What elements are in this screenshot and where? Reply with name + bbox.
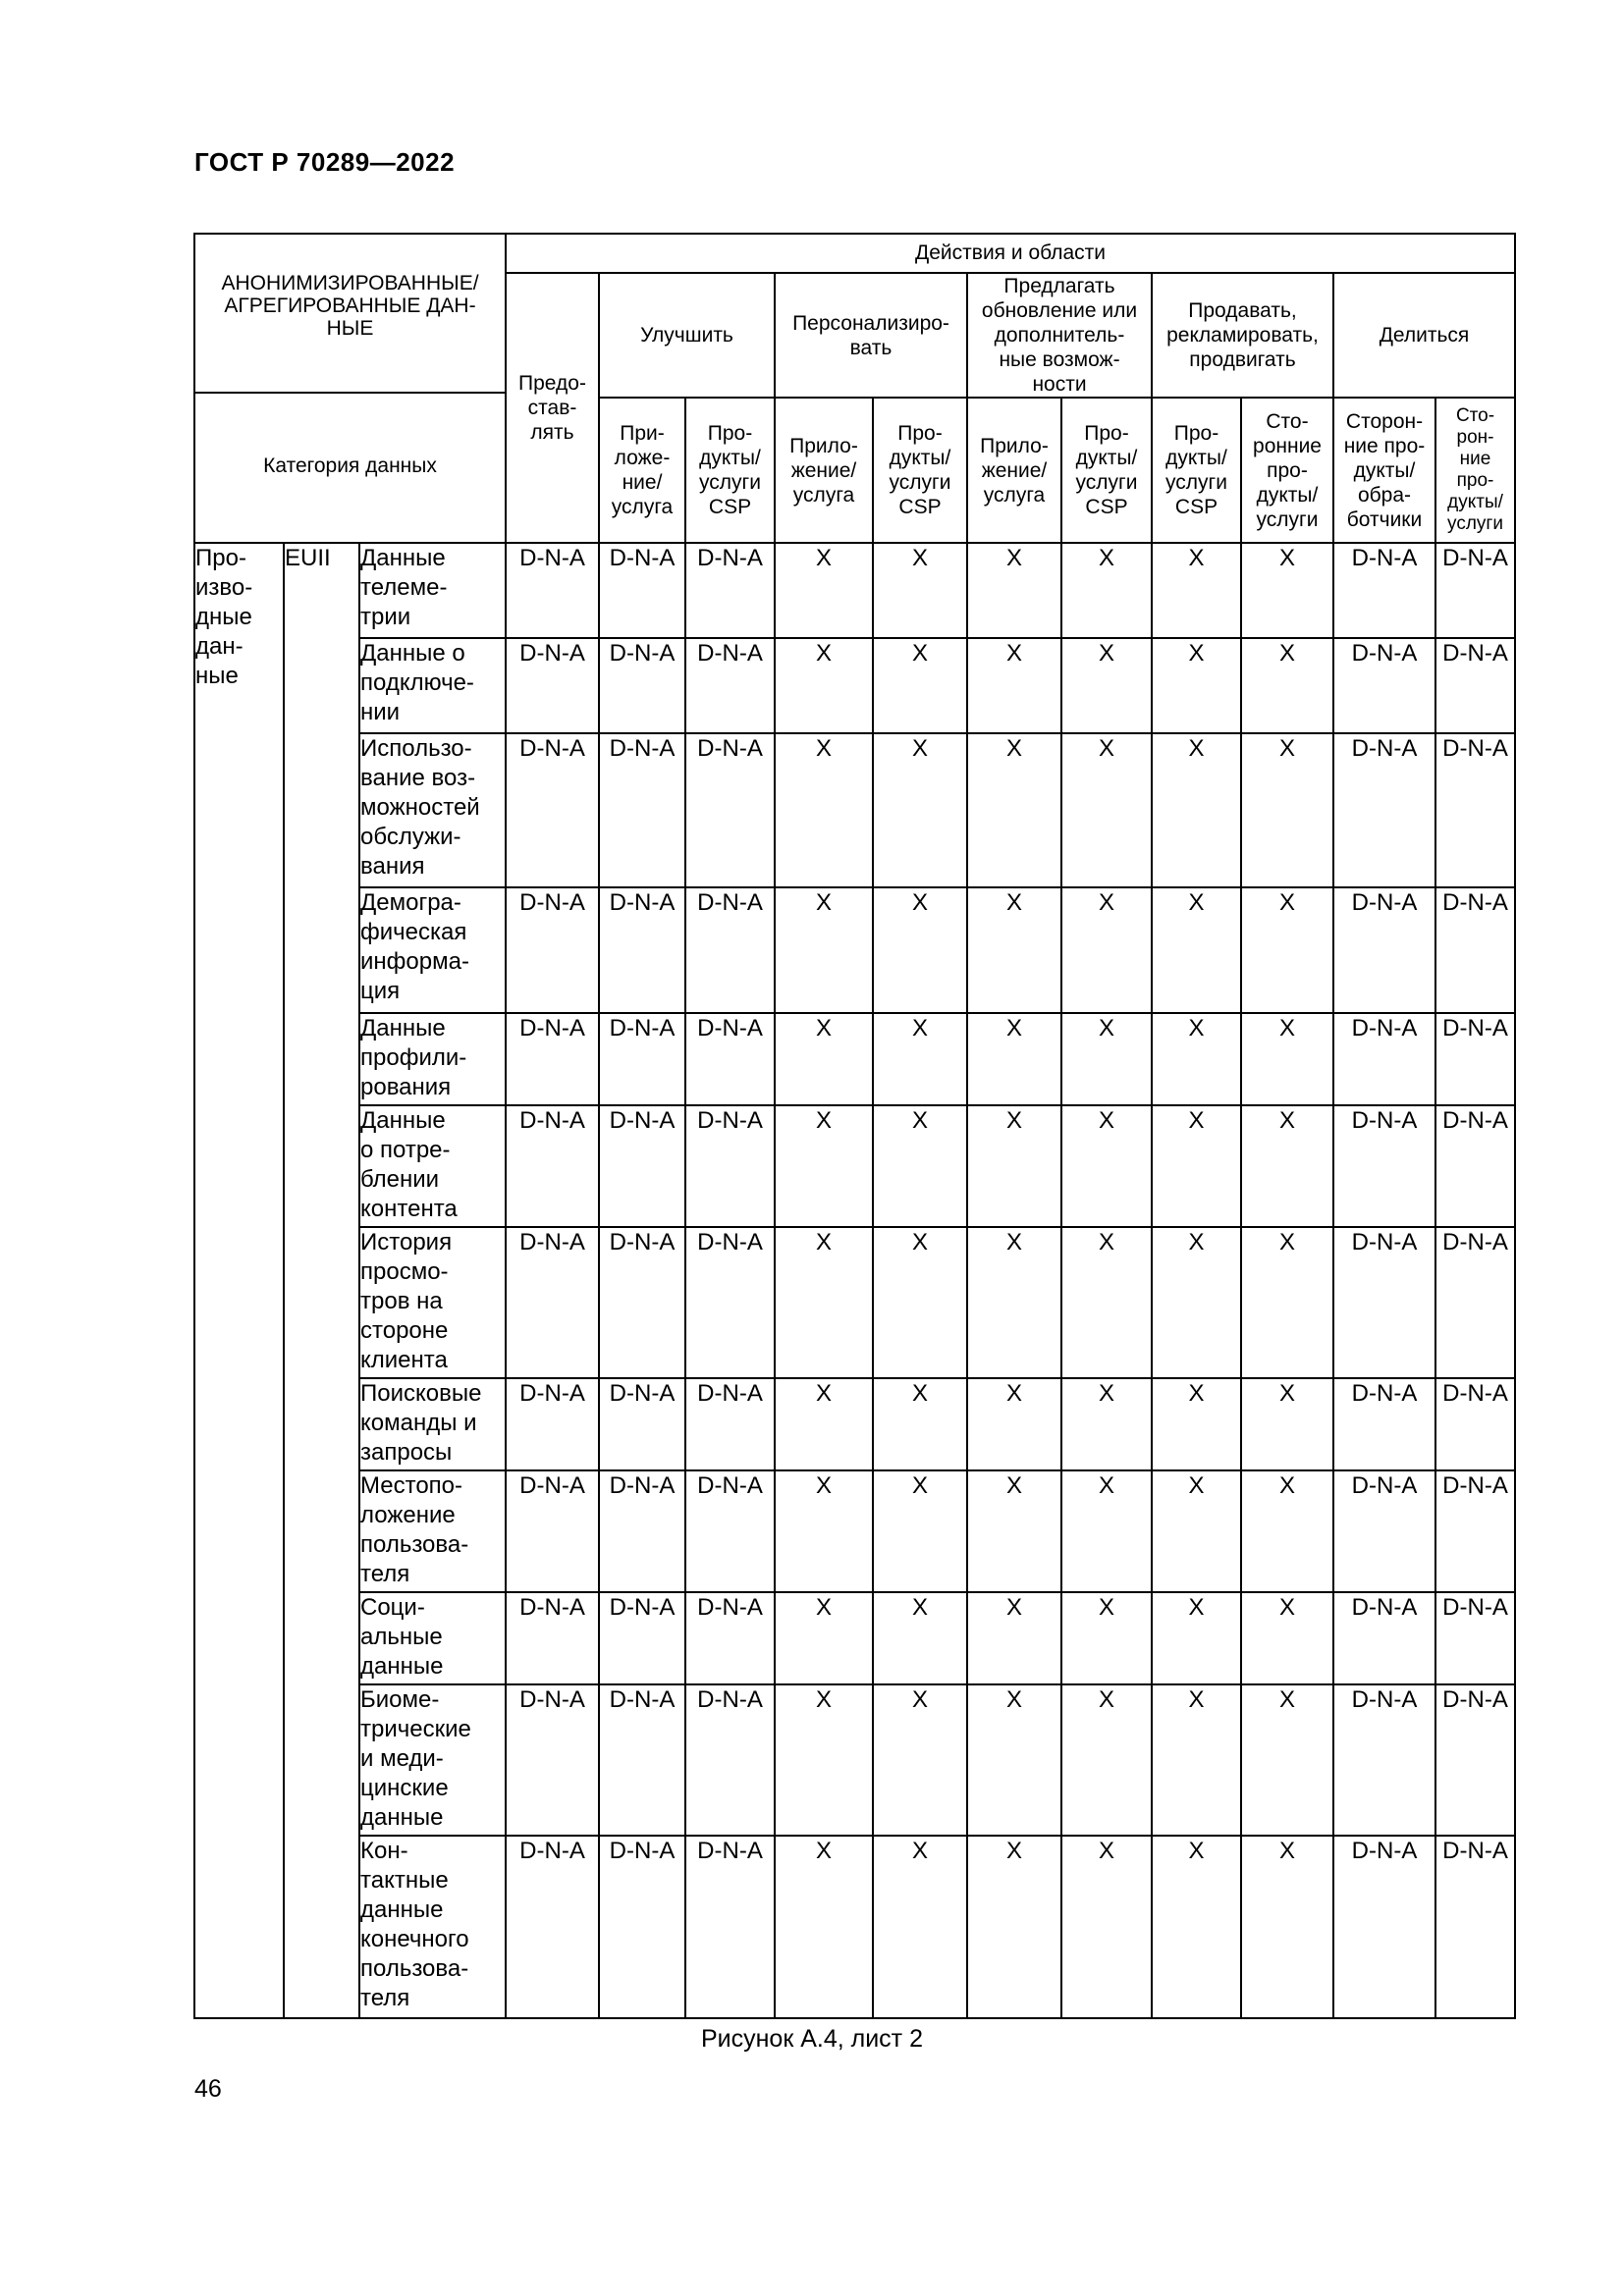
value-cell: D-N-A — [1333, 1592, 1435, 1684]
category-cell: Данные о подключе- нии — [359, 638, 506, 733]
table-row — [194, 1013, 1515, 1105]
value-cell: X — [1241, 1227, 1333, 1378]
table-row — [194, 1105, 1515, 1227]
value-cell: D-N-A — [599, 1470, 685, 1592]
table-row — [194, 1378, 1515, 1470]
value-cell: D-N-A — [599, 1684, 685, 1836]
value-cell: D-N-A — [685, 733, 775, 887]
category-cell: Местопо- ложение пользова- теля — [359, 1470, 506, 1592]
value-cell: D-N-A — [1333, 1836, 1435, 2018]
value-cell: D-N-A — [1435, 1684, 1515, 1836]
value-cell: X — [967, 1592, 1061, 1684]
page-number: 46 — [194, 2075, 222, 2103]
value-cell: D-N-A — [1333, 1105, 1435, 1227]
value-cell: X — [1241, 1470, 1333, 1592]
value-cell: D-N-A — [506, 638, 599, 733]
category-cell: Данные телеме- трии — [359, 543, 506, 638]
value-cell: X — [1152, 1684, 1241, 1836]
value-cell: X — [1241, 1684, 1333, 1836]
value-cell: X — [1152, 733, 1241, 887]
actions-areas-header: Действия и области — [506, 234, 1515, 273]
value-cell: D-N-A — [506, 1836, 599, 2018]
value-cell: X — [1241, 1592, 1333, 1684]
value-cell: D-N-A — [1435, 733, 1515, 887]
subheader-improve-csp: Про- дукты/ услуги CSP — [685, 398, 775, 543]
value-cell: X — [775, 887, 873, 1013]
category-cell: Данные профили- рования — [359, 1013, 506, 1105]
category-cell: Поисковые команды и запросы — [359, 1378, 506, 1470]
value-cell: D-N-A — [599, 733, 685, 887]
value-cell: X — [1061, 1684, 1152, 1836]
subheader-sell-csp: Про- дукты/ услуги CSP — [1152, 398, 1241, 543]
value-cell: D-N-A — [1333, 1013, 1435, 1105]
subheader-offer-csp: Про- дукты/ услуги CSP — [1061, 398, 1152, 543]
value-cell: D-N-A — [506, 887, 599, 1013]
value-cell: D-N-A — [1333, 543, 1435, 638]
value-cell: D-N-A — [506, 1378, 599, 1470]
value-cell: D-N-A — [1333, 887, 1435, 1013]
value-cell: D-N-A — [506, 1592, 599, 1684]
value-cell: X — [967, 638, 1061, 733]
value-cell: X — [1241, 1105, 1333, 1227]
subheader-share-third-party-services: Сто- рон- ние про- дукты/ услуги — [1435, 398, 1515, 543]
value-cell: D-N-A — [599, 1227, 685, 1378]
category-cell: Использо- вание воз- можностей обслужи- вания — [359, 733, 506, 887]
value-cell: D-N-A — [1435, 1227, 1515, 1378]
value-cell: D-N-A — [1435, 1013, 1515, 1105]
value-cell: X — [775, 1684, 873, 1836]
category-cell: Демогра- фическая информа- ция — [359, 887, 506, 1013]
table-row — [194, 1592, 1515, 1684]
value-cell: D-N-A — [1333, 733, 1435, 887]
value-cell: X — [775, 733, 873, 887]
value-cell: X — [873, 1105, 967, 1227]
value-cell: D-N-A — [1435, 543, 1515, 638]
value-cell: X — [1241, 1013, 1333, 1105]
value-cell: X — [1152, 543, 1241, 638]
value-cell: D-N-A — [599, 543, 685, 638]
group-header-share: Делиться — [1333, 273, 1515, 398]
category-column-label: Категория данных — [195, 392, 505, 537]
subheader-offer-app-service: Прило- жение/ услуга — [967, 398, 1061, 543]
corner-top-label: АНОНИМИЗИРОВАННЫЕ/ АГРЕГИРОВАННЫЕ ДАН- НЫЕ — [221, 272, 479, 340]
value-cell: X — [967, 1684, 1061, 1836]
subheader-sell-third-party: Сто- ронние про- дукты/ услуги — [1241, 398, 1333, 543]
value-cell: D-N-A — [1435, 1470, 1515, 1592]
value-cell: X — [873, 1378, 967, 1470]
value-cell: D-N-A — [1333, 1684, 1435, 1836]
value-cell: X — [775, 1836, 873, 2018]
value-cell: D-N-A — [685, 1470, 775, 1592]
value-cell: X — [873, 1836, 967, 2018]
subgroup-label-euii: EUII — [284, 543, 359, 2018]
value-cell: D-N-A — [685, 1227, 775, 1378]
value-cell: X — [775, 1227, 873, 1378]
value-cell: D-N-A — [506, 1470, 599, 1592]
value-cell: X — [1061, 887, 1152, 1013]
table-row — [194, 1836, 1515, 2018]
value-cell: X — [1241, 638, 1333, 733]
value-cell: X — [873, 733, 967, 887]
group-header-personalize: Персонализиро- вать — [775, 273, 967, 398]
value-cell: X — [1241, 733, 1333, 887]
value-cell: D-N-A — [685, 1836, 775, 2018]
value-cell: X — [775, 1378, 873, 1470]
figure-caption: Рисунок А.4, лист 2 — [700, 2025, 923, 2053]
value-cell: X — [1152, 887, 1241, 1013]
value-cell: X — [775, 1013, 873, 1105]
value-cell: X — [873, 543, 967, 638]
group-header-sell-advertise: Продавать, рекламировать, продвигать — [1152, 273, 1333, 398]
value-cell: X — [1152, 1470, 1241, 1592]
value-cell: X — [873, 887, 967, 1013]
subheader-improve-app-service: При- ложе- ние/ услуга — [599, 398, 685, 543]
category-cell: История просмо- тров на стороне клиента — [359, 1227, 506, 1378]
value-cell: X — [873, 1227, 967, 1378]
table-row — [194, 733, 1515, 887]
subheader-personalize-csp: Про- дукты/ услуги CSP — [873, 398, 967, 543]
value-cell: D-N-A — [599, 1105, 685, 1227]
category-cell: Данные о потре- блении контента — [359, 1105, 506, 1227]
value-cell: X — [967, 1470, 1061, 1592]
value-cell: D-N-A — [1333, 1378, 1435, 1470]
table-row — [194, 1684, 1515, 1836]
value-cell: D-N-A — [1333, 1470, 1435, 1592]
value-cell: D-N-A — [599, 638, 685, 733]
value-cell: X — [775, 638, 873, 733]
data-actions-table — [193, 233, 1516, 2019]
value-cell: X — [775, 1105, 873, 1227]
value-cell: D-N-A — [1435, 887, 1515, 1013]
value-cell: D-N-A — [599, 1378, 685, 1470]
value-cell: X — [1241, 1836, 1333, 2018]
value-cell: X — [1241, 887, 1333, 1013]
value-cell: D-N-A — [685, 543, 775, 638]
value-cell: X — [1061, 1105, 1152, 1227]
value-cell: X — [1152, 1592, 1241, 1684]
value-cell: X — [873, 638, 967, 733]
value-cell: D-N-A — [599, 1836, 685, 2018]
value-cell: D-N-A — [1333, 638, 1435, 733]
value-cell: X — [1241, 543, 1333, 638]
value-cell: X — [1061, 1227, 1152, 1378]
value-cell: X — [1241, 1378, 1333, 1470]
table-row — [194, 1470, 1515, 1592]
value-cell: D-N-A — [506, 1013, 599, 1105]
value-cell: X — [1061, 543, 1152, 638]
value-cell: X — [1061, 733, 1152, 887]
value-cell: X — [1061, 1470, 1152, 1592]
value-cell: X — [967, 543, 1061, 638]
value-cell: D-N-A — [1435, 1105, 1515, 1227]
value-cell: X — [1061, 638, 1152, 733]
subheader-share-third-party-processors: Сторон- ние про- дукты/ обра- ботчики — [1333, 398, 1435, 543]
value-cell: D-N-A — [685, 1105, 775, 1227]
table-row — [194, 887, 1515, 1013]
value-cell: X — [775, 543, 873, 638]
value-cell: X — [967, 733, 1061, 887]
value-cell: X — [967, 1105, 1061, 1227]
group-label-derived-data: Про- изво- дные дан- ные — [194, 543, 284, 2018]
value-cell: D-N-A — [599, 887, 685, 1013]
value-cell: X — [1061, 1836, 1152, 2018]
value-cell: X — [967, 1836, 1061, 2018]
value-cell: X — [967, 1378, 1061, 1470]
group-header-offer-updates: Предлагать обновление или дополнитель- ные возмож- ности — [967, 273, 1152, 398]
value-cell: X — [1061, 1592, 1152, 1684]
value-cell: D-N-A — [506, 1227, 599, 1378]
value-cell: X — [1061, 1013, 1152, 1105]
value-cell: X — [873, 1592, 967, 1684]
value-cell: D-N-A — [1435, 638, 1515, 733]
value-cell: X — [873, 1684, 967, 1836]
category-cell: Кон- тактные данные конечного пользова- теля — [359, 1836, 506, 2018]
value-cell: D-N-A — [506, 1105, 599, 1227]
value-cell: D-N-A — [1333, 1227, 1435, 1378]
value-cell: D-N-A — [599, 1013, 685, 1105]
value-cell: X — [775, 1470, 873, 1592]
value-cell: X — [1152, 1013, 1241, 1105]
value-cell: X — [1152, 1836, 1241, 2018]
value-cell: D-N-A — [685, 1013, 775, 1105]
value-cell: X — [967, 887, 1061, 1013]
value-cell: D-N-A — [1435, 1378, 1515, 1470]
table-row — [194, 638, 1515, 733]
value-cell: X — [967, 1227, 1061, 1378]
value-cell: X — [1152, 1105, 1241, 1227]
value-cell: D-N-A — [506, 1684, 599, 1836]
value-cell: X — [1061, 1378, 1152, 1470]
category-cell: Биоме- трические и меди- цинские данные — [359, 1684, 506, 1836]
value-cell: X — [873, 1013, 967, 1105]
value-cell: X — [873, 1470, 967, 1592]
value-cell: D-N-A — [1435, 1836, 1515, 2018]
value-cell: D-N-A — [685, 1684, 775, 1836]
table-row — [194, 543, 1515, 638]
category-cell: Соци- альные данные — [359, 1592, 506, 1684]
value-cell: X — [1152, 1227, 1241, 1378]
table-row — [194, 1227, 1515, 1378]
value-cell: D-N-A — [685, 1592, 775, 1684]
value-cell: D-N-A — [685, 1378, 775, 1470]
value-cell: X — [1152, 638, 1241, 733]
group-header-improve: Улучшить — [599, 273, 775, 398]
value-cell: D-N-A — [599, 1592, 685, 1684]
value-cell: D-N-A — [1435, 1592, 1515, 1684]
subheader-personalize-app-service: Прило- жение/ услуга — [775, 398, 873, 543]
corner-header-cell — [194, 234, 506, 543]
value-cell: D-N-A — [685, 887, 775, 1013]
value-cell: X — [1152, 1378, 1241, 1470]
value-cell: D-N-A — [506, 733, 599, 887]
value-cell: D-N-A — [685, 638, 775, 733]
value-cell: D-N-A — [506, 543, 599, 638]
document-title: ГОСТ Р 70289—2022 — [194, 147, 456, 177]
value-cell: X — [775, 1592, 873, 1684]
provide-header: Предо- став- лять — [506, 273, 599, 543]
value-cell: X — [967, 1013, 1061, 1105]
